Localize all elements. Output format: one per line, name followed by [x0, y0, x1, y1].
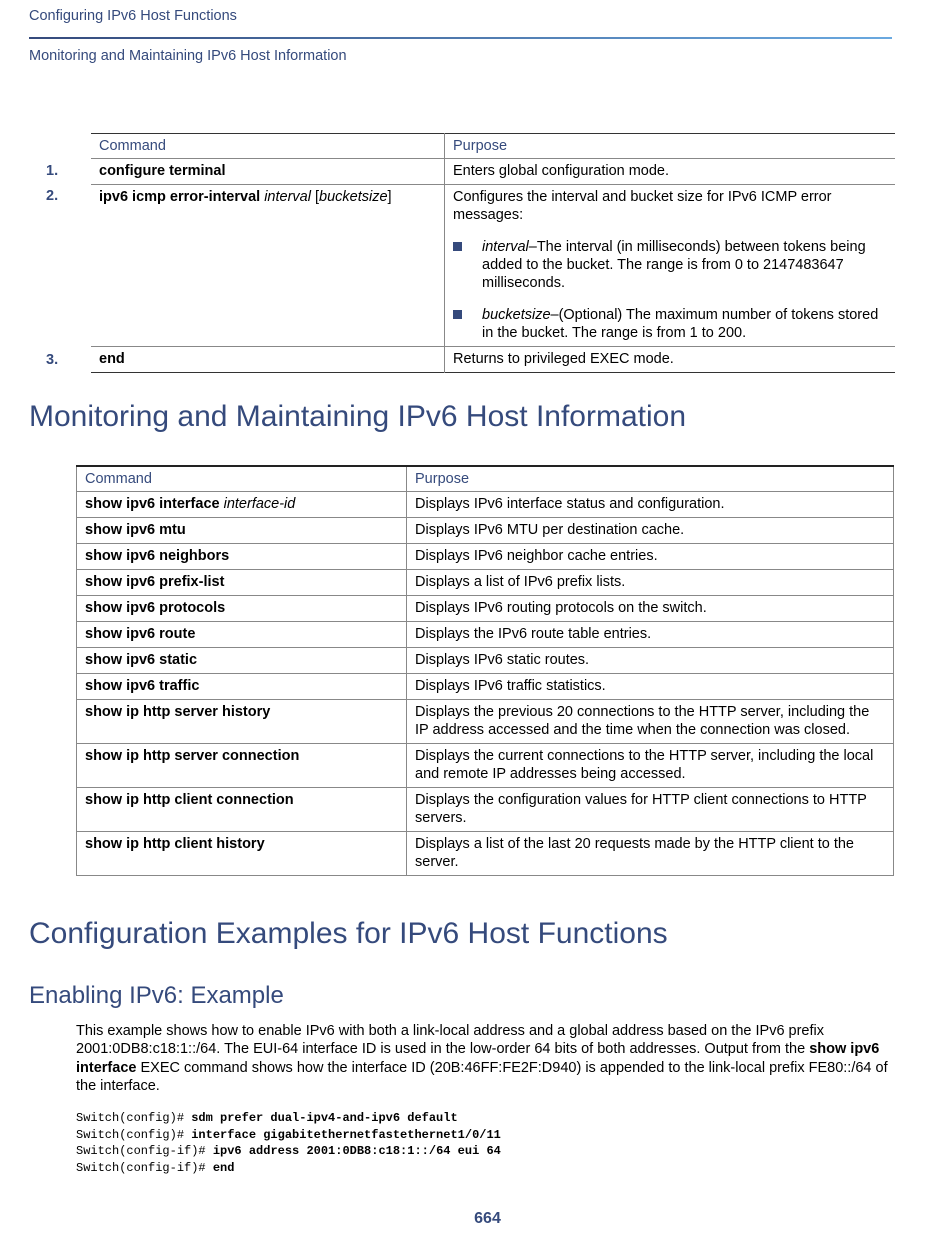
command-cell: show ipv6 static: [77, 648, 407, 674]
table-row: [77, 518, 894, 544]
purpose-text: Configures the interval and bucket size for IPv6 ICMP error messages:: [453, 189, 832, 223]
code-line: Switch(config)# sdm prefer dual-ipv4-and-ipv6 default: [76, 1111, 458, 1125]
inline-command: show ipv6 interface: [76, 1041, 880, 1076]
table-row: [77, 570, 894, 596]
column-header-command: Command: [91, 134, 445, 159]
command-cell: show ip http server connection: [77, 744, 407, 788]
column-header-purpose: Purpose: [407, 466, 894, 492]
command-cell: show ipv6 route: [77, 622, 407, 648]
purpose-cell: Enters global configuration mode.: [445, 159, 896, 185]
purpose-cell: Displays the previous 20 connections to the HTTP server, including the IP address accessed and the time when the connection was closed.: [407, 700, 894, 744]
table-row: [91, 185, 895, 347]
table-row: [77, 700, 894, 744]
column-header-command: Command: [77, 466, 407, 492]
command-cell: configure terminal: [91, 159, 445, 185]
command-cell: ipv6 icmp error-interval interval [bucketsize]: [91, 185, 445, 347]
code-line: Switch(config)# interface gigabitethernetfastethernet1/0/11: [76, 1127, 501, 1142]
table-row: [77, 492, 894, 518]
purpose-cell: Displays a list of IPv6 prefix lists.: [407, 570, 894, 596]
purpose-cell: Displays IPv6 traffic statistics.: [407, 674, 894, 700]
command-cell: end: [91, 347, 445, 373]
section-heading: Monitoring and Maintaining IPv6 Host Information: [29, 400, 687, 433]
purpose-cell: [445, 185, 896, 347]
cli-example: [76, 1110, 501, 1176]
step-number: 2.: [46, 188, 59, 204]
command-cell: show ip http server history: [77, 700, 407, 744]
purpose-cell: Returns to privileged EXEC mode.: [453, 351, 674, 367]
page-number: 664: [474, 1210, 501, 1227]
header-divider: [29, 37, 892, 39]
command-cell: show ipv6 prefix-list: [77, 570, 407, 596]
chapter-title: Configuring IPv6 Host Functions: [29, 8, 237, 24]
command-argument: bucketsize: [319, 189, 388, 205]
purpose-cell: Displays the IPv6 route table entries.: [407, 622, 894, 648]
command-cell: show ipv6 neighbors: [77, 544, 407, 570]
command-cell: show ip http client history: [77, 832, 407, 876]
command-cell: show ipv6 protocols: [77, 596, 407, 622]
purpose-cell: Displays IPv6 routing protocols on the switch.: [407, 596, 894, 622]
code-line: Switch(config-if)# end: [76, 1160, 235, 1175]
purpose-cell: Displays the configuration values for HTTP client connections to HTTP servers.: [407, 788, 894, 832]
table-row: [91, 347, 895, 373]
column-header-purpose: Purpose: [445, 134, 896, 159]
config-steps-table: [91, 133, 895, 373]
command-cell: show ip http client connection: [77, 788, 407, 832]
code-line: Switch(config-if)# ipv6 address 2001:0DB8:c18:1::/64 eui 64: [76, 1144, 501, 1158]
table-row: [77, 832, 894, 876]
command-cell: show ipv6 interface interface-id: [77, 492, 407, 518]
table-row: [77, 744, 894, 788]
command-cell: show ipv6 mtu: [77, 518, 407, 544]
command-argument: interface-id: [223, 496, 296, 512]
table-header-row: [91, 134, 895, 159]
purpose-cell: Displays IPv6 static routes.: [407, 648, 894, 674]
purpose-cell: Displays IPv6 MTU per destination cache.: [407, 518, 894, 544]
section-header: Monitoring and Maintaining IPv6 Host Information: [29, 48, 347, 64]
purpose-cell: Displays IPv6 interface status and configuration.: [407, 492, 894, 518]
section-heading: Configuration Examples for IPv6 Host Functions: [29, 917, 668, 950]
table-row: [77, 648, 894, 674]
example-paragraph: This example shows how to enable IPv6 with both a link-local address and a global address based on the IPv6 prefix 2001:0DB8:c18:1::/64. The EUI-64 interface ID is used in the low-order 64 bits of both addresses. Output from the show ipv6 interface EXEC command shows how the interface ID (20B:46FF:FE2F:D940) is appended to the link-local prefix FE80::/64 of the interface.: [76, 1023, 888, 1094]
square-bullet-icon: [453, 310, 462, 319]
table-row: [91, 159, 895, 185]
step-number: 1.: [46, 163, 59, 179]
bullet-item: bucketsize–(Optional) The maximum number of tokens stored in the bucket. The range is from 1 to 200.: [453, 306, 887, 342]
square-bullet-icon: [453, 242, 462, 251]
table-row: [77, 788, 894, 832]
command-cell: show ipv6 traffic: [77, 674, 407, 700]
monitoring-commands-table: [76, 465, 894, 876]
table-row: [77, 622, 894, 648]
command-argument: interval: [264, 189, 311, 205]
bullet-item: interval–The interval (in milliseconds) between tokens being added to the bucket. The range is from 0 to 2147483647 milliseconds.: [453, 238, 887, 292]
table-row: [77, 544, 894, 570]
purpose-cell: Displays IPv6 neighbor cache entries.: [407, 544, 894, 570]
step-number: 3.: [46, 352, 59, 368]
subsection-heading: Enabling IPv6: Example: [29, 982, 284, 1009]
table-row: [77, 596, 894, 622]
table-row: [77, 674, 894, 700]
purpose-cell: Displays a list of the last 20 requests made by the HTTP client to the server.: [407, 832, 894, 876]
bullet-list: [453, 238, 887, 342]
table-header-row: [77, 466, 894, 492]
purpose-cell: Displays the current connections to the HTTP server, including the local and remote IP addresses being accessed.: [407, 744, 894, 788]
